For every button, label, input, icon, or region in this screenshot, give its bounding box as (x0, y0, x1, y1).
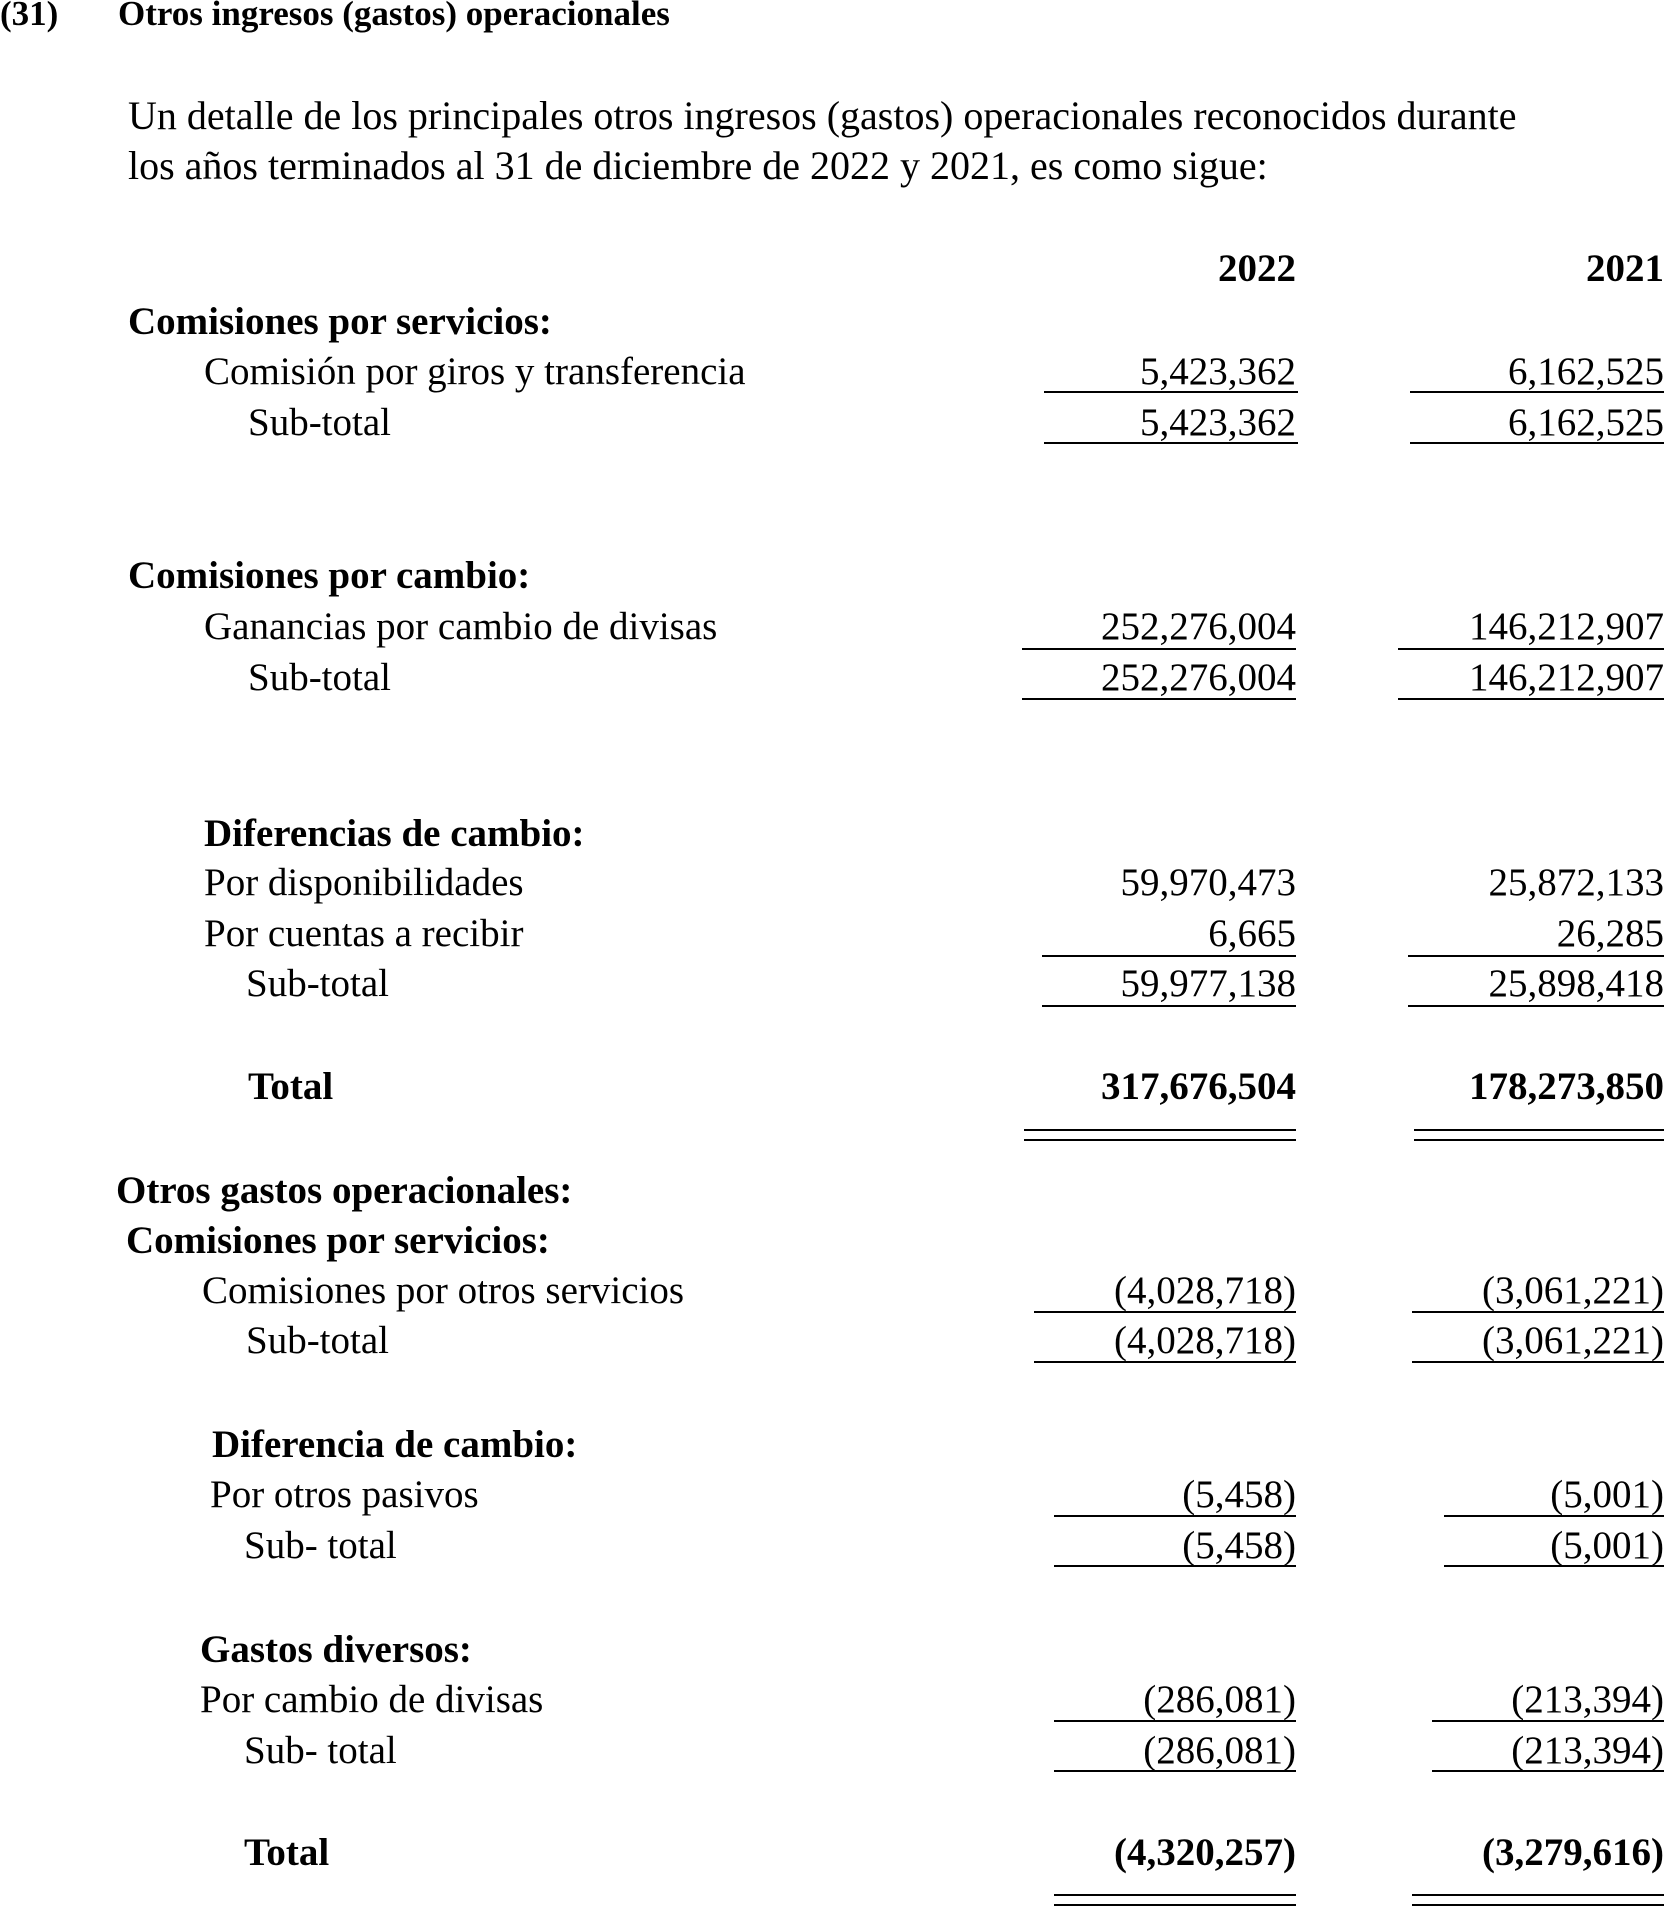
income-total-2022: 317,676,504 (1101, 1065, 1296, 1108)
underline (1444, 1515, 1664, 1517)
subtotal-value-2021: (3,061,221) (1482, 1319, 1664, 1362)
subtotal-value-2021: (5,001) (1550, 1524, 1664, 1567)
subtotal-value-2022: (5,458) (1182, 1524, 1296, 1567)
subtotal-label: Sub- total (244, 1729, 397, 1772)
column-header-2022: 2022 (1218, 247, 1296, 290)
subtotal-label: Sub-total (248, 656, 391, 699)
underline (1054, 1770, 1296, 1772)
row-label: Por cambio de divisas (200, 1678, 544, 1721)
row-label: Ganancias por cambio de divisas (204, 605, 718, 648)
underline (1054, 1720, 1296, 1722)
section-title-comisiones-servicios: Comisiones por servicios: (128, 300, 552, 343)
row-value-2021: (5,001) (1550, 1473, 1664, 1516)
row-value-2022: 252,276,004 (1101, 605, 1296, 648)
underline (1042, 955, 1296, 957)
underline (1054, 1565, 1296, 1567)
underline (1398, 648, 1664, 650)
row-value-2022: (286,081) (1143, 1678, 1296, 1721)
section-title-gastos-diferencia-cambio: Diferencia de cambio: (212, 1423, 578, 1466)
row-value-2021: 26,285 (1556, 912, 1664, 955)
subtotal-label: Sub-total (246, 962, 389, 1005)
intro-line-2: los años terminados al 31 de diciembre de 2022 y 2021, es como sigue: (128, 143, 1268, 188)
double-underline (1412, 1894, 1664, 1906)
row-label: Por disponibilidades (204, 861, 524, 904)
subtotal-value-2022: (286,081) (1143, 1729, 1296, 1772)
intro-line-1: Un detalle de los principales otros ingresos (gastos) operacionales reconocidos durante (128, 93, 1517, 138)
row-value-2022: 59,970,473 (1120, 861, 1296, 904)
row-value-2021: 25,872,133 (1488, 861, 1664, 904)
double-underline (1414, 1129, 1664, 1141)
section-title-comisiones-cambio: Comisiones por cambio: (128, 554, 531, 597)
underline (1444, 1565, 1664, 1567)
underline (1432, 1770, 1664, 1772)
underline (1034, 1361, 1296, 1363)
subtotal-value-2021: 25,898,418 (1488, 962, 1664, 1005)
subtotal-label: Sub- total (244, 1524, 397, 1567)
row-value-2021: 6,162,525 (1508, 350, 1664, 393)
subtotal-value-2021: 6,162,525 (1508, 401, 1664, 444)
underline (1042, 1005, 1296, 1007)
expenses-total-2021: (3,279,616) (1482, 1831, 1664, 1874)
underline (1408, 955, 1664, 957)
underline (1044, 391, 1298, 393)
subtotal-label: Sub-total (246, 1319, 389, 1362)
underline (1410, 442, 1664, 444)
underline (1408, 1005, 1664, 1007)
income-total-label: Total (248, 1065, 334, 1108)
row-label: Comisiones por otros servicios (202, 1269, 685, 1312)
section-title-gastos-comisiones: Comisiones por servicios: (126, 1219, 550, 1262)
double-underline (1024, 1129, 1296, 1141)
note-number: (31) (0, 0, 59, 33)
underline (1022, 698, 1296, 700)
double-underline (1054, 1894, 1296, 1906)
underline (1432, 1720, 1664, 1722)
row-value-2021: 146,212,907 (1469, 605, 1664, 648)
section-title-diferencias-cambio: Diferencias de cambio: (204, 812, 585, 855)
subtotal-value-2021: 146,212,907 (1469, 656, 1664, 699)
row-label: Comisión por giros y transferencia (204, 350, 746, 393)
subtotal-label: Sub-total (248, 401, 391, 444)
underline (1034, 1311, 1296, 1313)
subtotal-value-2022: (4,028,718) (1114, 1319, 1296, 1362)
row-value-2021: (3,061,221) (1482, 1269, 1664, 1312)
underline (1022, 648, 1296, 650)
subtotal-value-2022: 252,276,004 (1101, 656, 1296, 699)
column-header-2021: 2021 (1586, 247, 1664, 290)
income-total-2021: 178,273,850 (1469, 1065, 1664, 1108)
underline (1044, 442, 1298, 444)
expenses-total-2022: (4,320,257) (1114, 1831, 1296, 1874)
subtotal-value-2021: (213,394) (1511, 1729, 1664, 1772)
expenses-title: Otros gastos operacionales: (116, 1169, 573, 1212)
underline (1054, 1515, 1296, 1517)
underline (1410, 391, 1664, 393)
underline (1398, 698, 1664, 700)
row-value-2021: (213,394) (1511, 1678, 1664, 1721)
row-value-2022: 5,423,362 (1140, 350, 1296, 393)
underline (1412, 1361, 1664, 1363)
subtotal-value-2022: 59,977,138 (1120, 962, 1296, 1005)
expenses-total-label: Total (244, 1831, 330, 1874)
subtotal-value-2022: 5,423,362 (1140, 401, 1296, 444)
section-title-gastos-diversos: Gastos diversos: (200, 1628, 472, 1671)
row-label: Por cuentas a recibir (204, 912, 524, 955)
row-value-2022: (5,458) (1182, 1473, 1296, 1516)
underline (1412, 1311, 1664, 1313)
note-title: Otros ingresos (gastos) operacionales (118, 0, 670, 33)
row-value-2022: 6,665 (1208, 912, 1296, 955)
row-value-2022: (4,028,718) (1114, 1269, 1296, 1312)
row-label: Por otros pasivos (210, 1473, 479, 1516)
